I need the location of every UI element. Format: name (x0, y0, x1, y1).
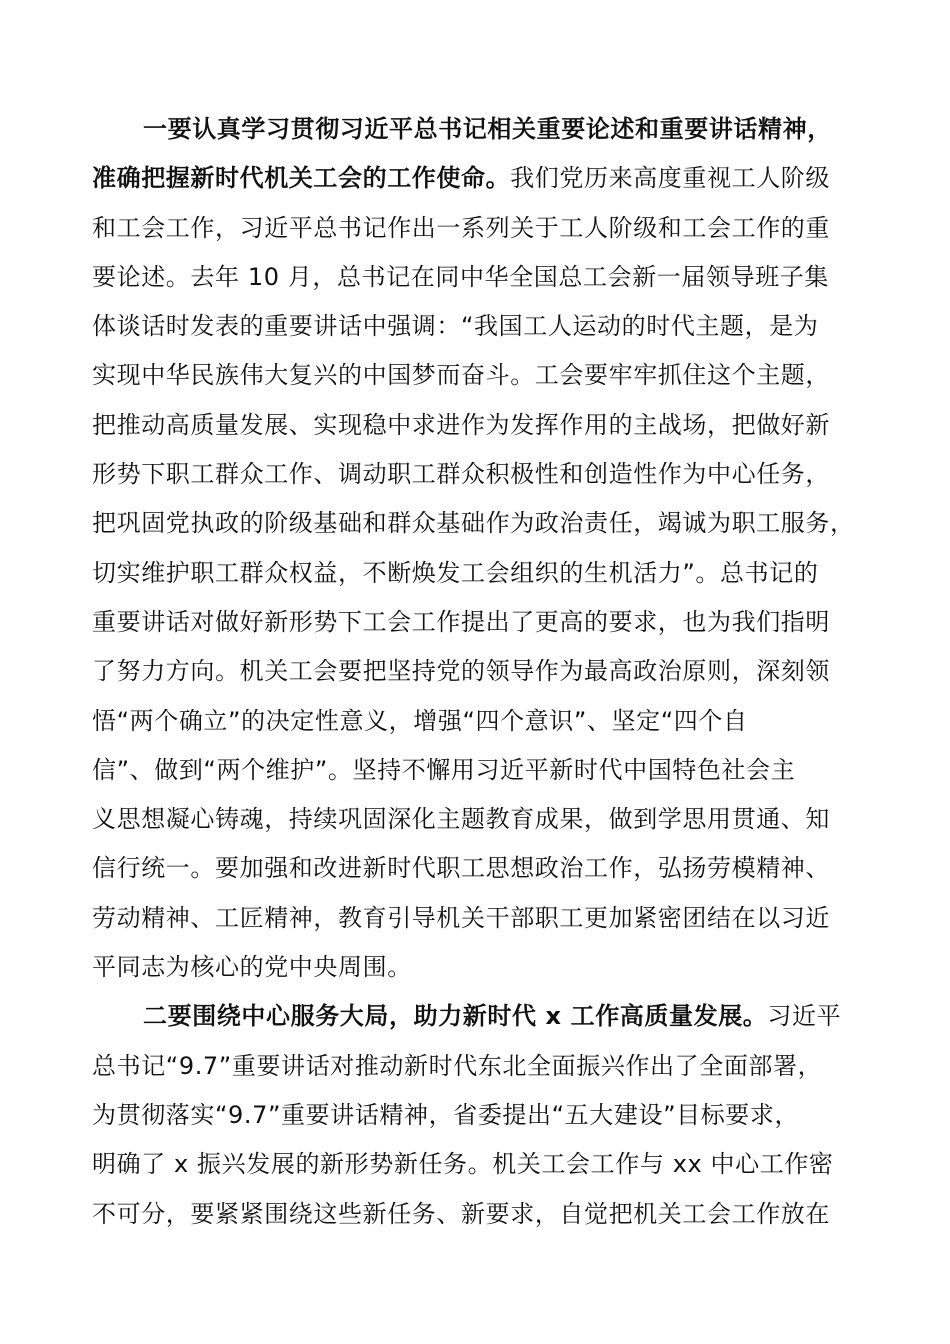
body-text: 和工会工作，习近平总书记作出一系列关于工人阶级和工会工作的重 (92, 213, 830, 242)
body-text: 习近平 (767, 1002, 842, 1031)
body-text: 切实维护职工群众权益，不断焕发工会组织的生机活力”。总书记的 (92, 558, 819, 587)
body-text: 信行统一。要加强和改进新时代职工思想政治工作，弘扬劳模精神、 (92, 854, 830, 883)
text-line (92, 351, 882, 400)
paragraph-1 (92, 105, 882, 992)
body-text: 为贯彻落实“9.7”重要讲话精神，省委提出“五大建设”目标要求， (92, 1100, 800, 1129)
text-line (92, 943, 882, 992)
text-line (92, 1140, 882, 1189)
text-line (92, 598, 882, 647)
body-text: 把推动高质量发展、实现稳中求进作为发挥作用的主战场，把做好新 (92, 410, 830, 439)
body-text: 信”、做到“两个维护”。坚持不懈用习近平新时代中国特色社会主 (92, 755, 796, 784)
text-line (92, 450, 882, 499)
text-line (92, 746, 882, 795)
body-text: 体谈话时发表的重要讲话中强调：“我国工人运动的时代主题，是为 (92, 312, 819, 341)
body-text: 要论述。去年 10 月，总书记在同中华全国总工会新一届领导班子集 (92, 262, 829, 291)
body-text: 实现中华民族伟大复兴的中国梦而奋斗。工会要牢牢抓住这个主题， (92, 361, 830, 390)
text-line (92, 302, 882, 351)
body-text: 劳动精神、工匠精神，教育引导机关干部职工更加紧密团结在以习近 (92, 903, 830, 932)
body-text: 总书记“9.7”重要讲话对推动新时代东北全面振兴作出了全面部署， (92, 1051, 823, 1080)
body-text: 平同志为核心的党中央周围。 (92, 953, 412, 982)
bold-heading: 准确把握新时代机关工会的工作使命。 (92, 164, 511, 193)
text-line (92, 992, 882, 1041)
text-line (92, 795, 882, 844)
text-line (92, 697, 882, 746)
text-line (92, 1042, 882, 1091)
body-text: 不可分，要紧紧围绕这些新任务、新要求，自觉把机关工会工作放在 (92, 1199, 830, 1228)
bold-heading: 一要认真学习贯彻习近平总书记相关重要论述和重要讲话精神， (143, 115, 832, 143)
text-line (92, 499, 882, 548)
text-line (92, 154, 882, 203)
text-line (92, 204, 882, 253)
text-line (92, 549, 882, 598)
text-line (92, 253, 882, 302)
body-text: 义思想凝心铸魂，持续巩固深化主题教育成果，做到学思用贯通、知 (92, 805, 830, 834)
body-text: 了努力方向。机关工会要把坚持党的领导作为最高政治原则，深刻领 (92, 657, 830, 686)
body-text: 悟“两个确立”的决定性意义，增强“四个意识”、坚定“四个自 (92, 706, 748, 735)
body-text: 把巩固党执政的阶级基础和群众基础作为政治责任，竭诚为职工服务， (92, 509, 855, 538)
text-line (92, 105, 882, 154)
bold-heading: 二要围绕中心服务大局，助力新时代 x 工作高质量发展。 (143, 1002, 768, 1031)
text-line (92, 1190, 882, 1239)
text-line (92, 401, 882, 450)
body-text: 形势下职工群众工作、调动职工群众积极性和创造性作为中心任务， (92, 460, 830, 489)
text-line (92, 647, 882, 696)
body-text: 重要讲话对做好新形势下工会工作提出了更高的要求，也为我们指明 (92, 607, 830, 636)
document-body (92, 105, 882, 1239)
text-line (92, 844, 882, 893)
paragraph-2 (92, 992, 882, 1238)
text-line (92, 894, 882, 943)
body-text: 明确了 x 振兴发展的新形势新任务。机关工会工作与 xx 中心工作密 (92, 1150, 834, 1179)
text-line (92, 1091, 882, 1140)
body-text: 我们党历来高度重视工人阶级 (510, 164, 831, 193)
